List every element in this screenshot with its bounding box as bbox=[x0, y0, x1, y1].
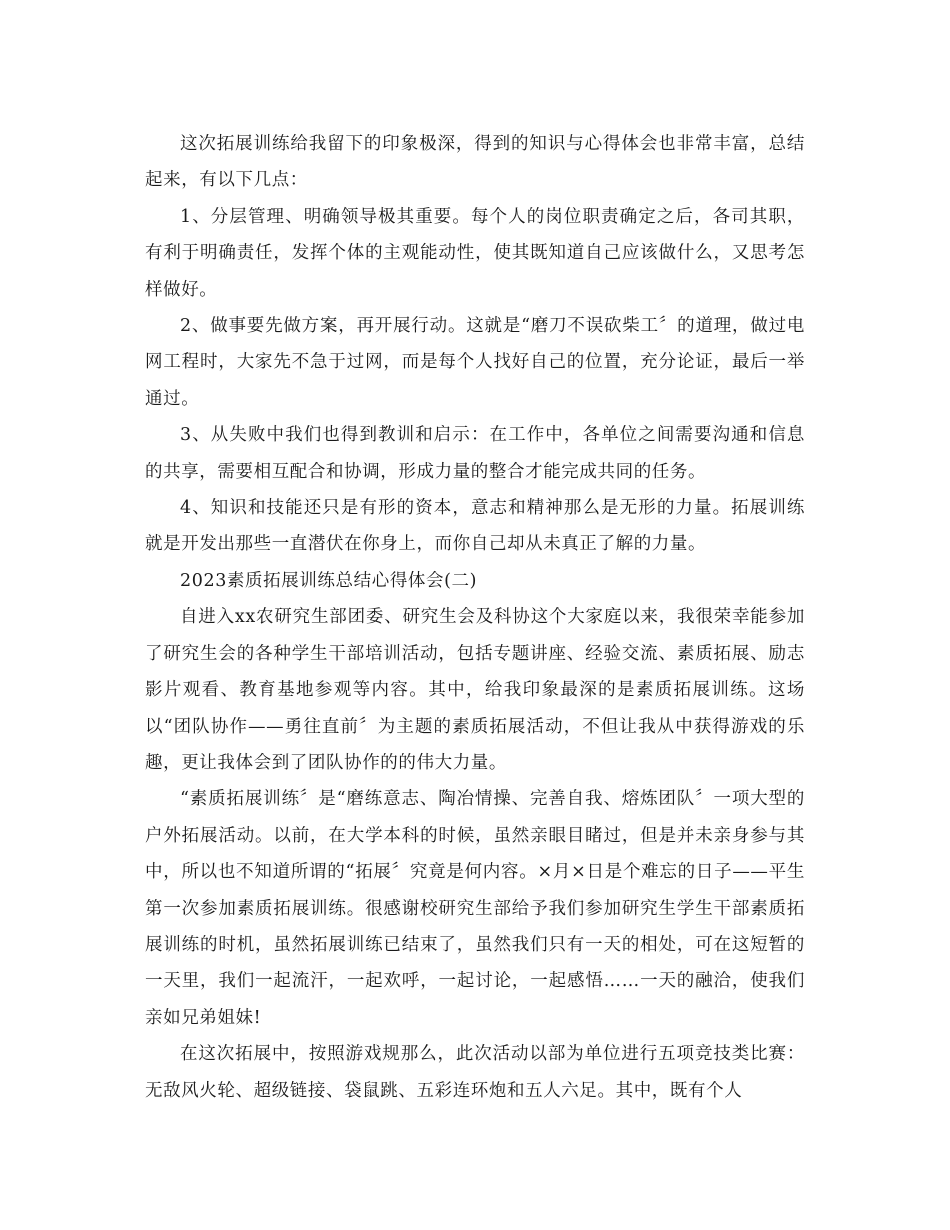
paragraph-intro: 这次拓展训练给我留下的印象极深，得到的知识与心得体会也非常丰富，总结起来，有以下几点： bbox=[145, 134, 805, 191]
document-body bbox=[145, 126, 805, 1109]
section-heading: 2023素质拓展训练总结心得体会(二) bbox=[180, 570, 478, 591]
paragraph-point-4: 4、知识和技能还只是有形的资本，意志和精神那么是无形的力量。拓展训练就是开发出那些一直潜伏在你身上，而你自己却从未真正了解的力量。 bbox=[145, 498, 805, 555]
paragraph-point-2: 2、做事要先做方案，再开展行动。这就是“磨刀不误砍柴工〞的道理，做过电网工程时，大家先不急于过网，而是每个人找好自己的位置，充分论证，最后一举通过。 bbox=[145, 316, 805, 409]
paragraph-section2-training: “素质拓展训练〞是“磨练意志、陶冶情操、完善自我、熔炼团队〞一项大型的户外拓展活动。以前，在大学本科的时候，虽然亲眼目睹过，但是并未亲身参与其中，所以也不知道所谓的“拓展〞究竟是何内容。×月×日是个难忘的日子——平生第一次参加素质拓展训练。很感谢校研究生部给予我们参加研究生学生干部素质拓展训练的时机，虽然拓展训练已结束了，虽然我们只有一天的相处，可在这短暂的一天里，我们一起流汗，一起欢呼，一起讨论，一起感悟……一天的融洽，使我们亲如兄弟姐妹! bbox=[145, 789, 805, 1028]
paragraph-section2-intro: 自进入xx农研究生部团委、研究生会及科协这个大家庭以来，我很荣幸能参加了研究生会的各种学生干部培训活动，包括专题讲座、经验交流、素质拓展、励志影片观看、教育基地参观等内容。其中，给我印象最深的是素质拓展训练。这场以“团队协作——勇往直前〞为主题的素质拓展活动，不但让我从中获得游戏的乐趣，更让我体会到了团队协作的的伟大力量。 bbox=[145, 607, 805, 773]
paragraph-point-1: 1、分层管理、明确领导极其重要。每个人的岗位职责确定之后，各司其职，有利于明确责任，发挥个体的主观能动性，使其既知道自己应该做什么，又思考怎样做好。 bbox=[145, 206, 805, 300]
paragraph-section2-games: 在这次拓展中，按照游戏规那么，此次活动以部为单位进行五项竞技类比赛：无敌风火轮、超级链接、袋鼠跳、五彩连环炮和五人六足。其中，既有个人 bbox=[145, 1044, 805, 1101]
paragraph-point-3: 3、从失败中我们也得到教训和启示：在工作中，各单位之间需要沟通和信息的共享，需要相互配合和协调，形成力量的整合才能完成共同的任务。 bbox=[145, 425, 805, 482]
